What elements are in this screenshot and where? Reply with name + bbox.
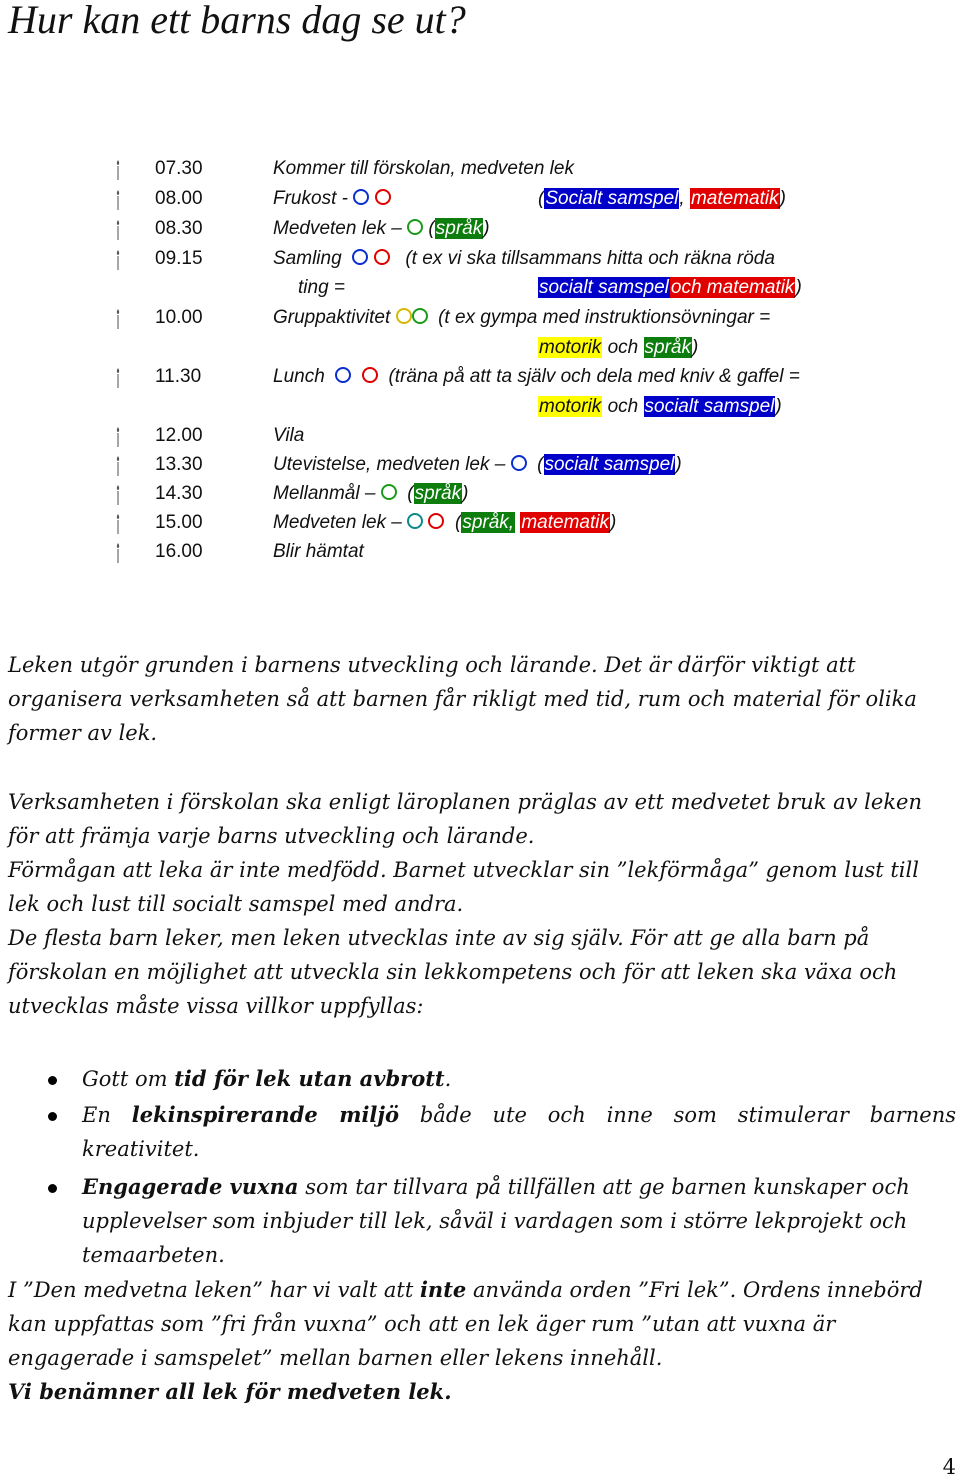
paragraph-conclusion: Vi benämner all lek för medveten lek. bbox=[8, 1379, 452, 1404]
candle-bullet-icon bbox=[114, 427, 122, 447]
red-circle-icon bbox=[374, 249, 390, 265]
candle-bullet-icon bbox=[114, 456, 122, 476]
list-item-text: Gott om bbox=[82, 1067, 175, 1091]
conjunction: och bbox=[607, 337, 639, 358]
candle-bullet-icon bbox=[114, 309, 122, 329]
schedule-activity: Samling bbox=[273, 248, 342, 269]
intro-paragraph: Leken utgör grunden i barnens utveckling och lärande. Det är därför viktigt att organisera verksamheten så att barnen får rikligt med tid, rum och material för olika former av lek. bbox=[8, 653, 917, 745]
candle-bullet-icon bbox=[114, 250, 122, 270]
schedule-activity: Medveten lek – bbox=[273, 218, 402, 239]
schedule-row bbox=[0, 541, 960, 567]
paragraph-ability: Förmågan att leka är inte medfödd. Barnet utvecklar sin ”lekförmåga” genom lust till lek och lust till socialt samspel med andra. bbox=[8, 858, 919, 916]
tag-math: och matematik bbox=[670, 277, 795, 298]
activity-detail: (träna på att ta själv och dela med kniv & gaffel = bbox=[388, 366, 800, 387]
tag-social: Socialt samspel bbox=[545, 188, 679, 209]
bullet-dot-icon bbox=[48, 1184, 57, 1193]
list-item-emphasis: tid för lek utan avbrott bbox=[174, 1066, 445, 1091]
activity-detail: (t ex vi ska tillsammans hitta och räkna röda bbox=[405, 248, 775, 269]
schedule-time: 15.00 bbox=[155, 512, 203, 533]
red-circle-icon bbox=[428, 513, 444, 529]
candle-bullet-icon bbox=[114, 368, 122, 388]
tag-language: språk, bbox=[462, 512, 515, 533]
green-circle-icon bbox=[412, 308, 428, 324]
schedule-time: 11.30 bbox=[155, 366, 202, 387]
schedule-activity: Medveten lek – bbox=[273, 512, 402, 533]
candle-bullet-icon bbox=[114, 220, 122, 240]
bullet-dot-icon bbox=[48, 1112, 57, 1121]
tag-language: språk bbox=[435, 218, 483, 239]
tag-motor: motorik bbox=[539, 396, 602, 417]
yellow-circle-icon bbox=[396, 308, 412, 324]
list-item bbox=[82, 1062, 956, 1096]
schedule-row: 15.00 Medveten lek – (språk, matematik) bbox=[0, 512, 960, 538]
activity-detail: ting = bbox=[298, 277, 346, 298]
candle-bullet-icon bbox=[114, 485, 122, 505]
list-item-text: . bbox=[444, 1067, 452, 1091]
schedule-activity: Lunch bbox=[273, 366, 325, 387]
schedule-row: 13.30 Utevistelse, medveten lek – (socialt samspel) bbox=[0, 454, 960, 480]
list-item-emphasis: Engagerade vuxna bbox=[82, 1174, 299, 1199]
teal-circle-icon bbox=[407, 513, 423, 529]
blue-circle-icon bbox=[352, 249, 368, 265]
list-item-text: både ute och inne som stimulerar barnens kreativitet. bbox=[82, 1103, 957, 1161]
schedule-activity: Frukost - bbox=[273, 188, 348, 209]
page-number: 4 bbox=[942, 1455, 956, 1479]
schedule-activity: Vila bbox=[273, 425, 305, 446]
schedule-time: 08.00 bbox=[155, 188, 203, 209]
tag-math: matematik bbox=[690, 188, 779, 209]
tag-language: språk bbox=[644, 337, 691, 358]
candle-bullet-icon bbox=[114, 543, 122, 563]
list-item-text: som tar tillvara på tillfällen att ge barnen kunskaper och upplevelser som inbjuder till lek, såväl i vardagen som i större lekprojekt och temaarbeten. bbox=[82, 1175, 910, 1267]
schedule-row bbox=[0, 248, 960, 274]
schedule-row bbox=[0, 307, 960, 333]
paragraph-curriculum: Verksamheten i förskolan ska enligt läroplanen präglas av ett medvetet bruk av leken för att främja varje barns utveckling och lärande. bbox=[8, 790, 922, 848]
body-paragraphs bbox=[8, 785, 952, 1023]
list-item-text: En bbox=[82, 1103, 132, 1127]
activity-detail: (t ex gympa med instruktionsövningar = bbox=[438, 307, 771, 328]
tag-motor: motorik bbox=[539, 337, 602, 358]
blue-circle-icon bbox=[353, 189, 369, 205]
list-item bbox=[82, 1098, 956, 1166]
schedule-row: 14.30 Mellanmål – (språk) bbox=[0, 483, 960, 509]
schedule-time: 10.00 bbox=[155, 307, 203, 328]
closing-paragraph bbox=[8, 1273, 952, 1409]
red-circle-icon bbox=[375, 189, 391, 205]
schedule-row: 08.00 Frukost - (Socialt samspel, matematik) bbox=[0, 188, 960, 214]
schedule-time: 12.00 bbox=[155, 425, 203, 446]
list-item-emphasis: lekinspirerande miljö bbox=[131, 1102, 400, 1127]
schedule-row: 08.30 Medveten lek – (språk) bbox=[0, 218, 960, 244]
schedule-row bbox=[0, 366, 960, 392]
green-circle-icon bbox=[407, 219, 423, 235]
schedule-time: 16.00 bbox=[155, 541, 203, 562]
paragraph-text: använda orden ”Fri lek”. Ordens innebörd kan uppfattas som ”fri från vuxna” och att en lek äger rum ”utan att vuxna är engagerade i samspelet” mellan barnen eller lekens innehåll. bbox=[8, 1278, 923, 1370]
bullet-dot-icon bbox=[48, 1076, 57, 1085]
tag-math: matematik bbox=[521, 512, 609, 533]
schedule-activity: Mellanmål – bbox=[273, 483, 376, 504]
schedule-time: 08.30 bbox=[155, 218, 203, 239]
schedule-time: 09.15 bbox=[155, 248, 203, 269]
schedule-row bbox=[0, 425, 960, 451]
tag-social: socialt samspel bbox=[544, 454, 675, 475]
schedule-activity: Kommer till förskolan, medveten lek bbox=[273, 158, 574, 179]
schedule-activity: Utevistelse, medveten lek – bbox=[273, 454, 506, 475]
candle-bullet-icon bbox=[114, 514, 122, 534]
blue-circle-icon bbox=[511, 455, 527, 471]
schedule-time: 07.30 bbox=[155, 158, 203, 179]
schedule-activity: Gruppaktivitet bbox=[273, 307, 391, 328]
blue-circle-icon bbox=[335, 367, 351, 383]
red-circle-icon bbox=[362, 367, 378, 383]
candle-bullet-icon bbox=[114, 160, 122, 180]
schedule-activity: Blir hämtat bbox=[273, 541, 364, 562]
schedule-time: 14.30 bbox=[155, 483, 203, 504]
tag-language: språk bbox=[414, 483, 462, 504]
paragraph-text: I ”Den medvetna leken” har vi valt att bbox=[8, 1278, 420, 1302]
green-circle-icon bbox=[381, 484, 397, 500]
paragraph-free-play bbox=[8, 1273, 952, 1375]
tag-social: socialt samspel bbox=[539, 277, 669, 298]
page-title: Hur kan ett barns dag se ut? bbox=[8, 0, 466, 42]
list-item bbox=[82, 1170, 956, 1272]
paragraph-conditions: De flesta barn leker, men leken utvecklas inte av sig själv. För att ge alla barn på förskolan en möjlighet att utveckla sin lekkompetens och för att leken ska växa och utvecklas måste vissa villkor uppfyllas: bbox=[8, 926, 898, 1018]
paragraph-emphasis: inte bbox=[419, 1277, 467, 1302]
schedule-time: 13.30 bbox=[155, 454, 203, 475]
conjunction: och bbox=[607, 396, 639, 417]
candle-bullet-icon bbox=[114, 190, 122, 210]
tag-social: socialt samspel bbox=[644, 396, 775, 417]
schedule-row bbox=[0, 158, 960, 184]
